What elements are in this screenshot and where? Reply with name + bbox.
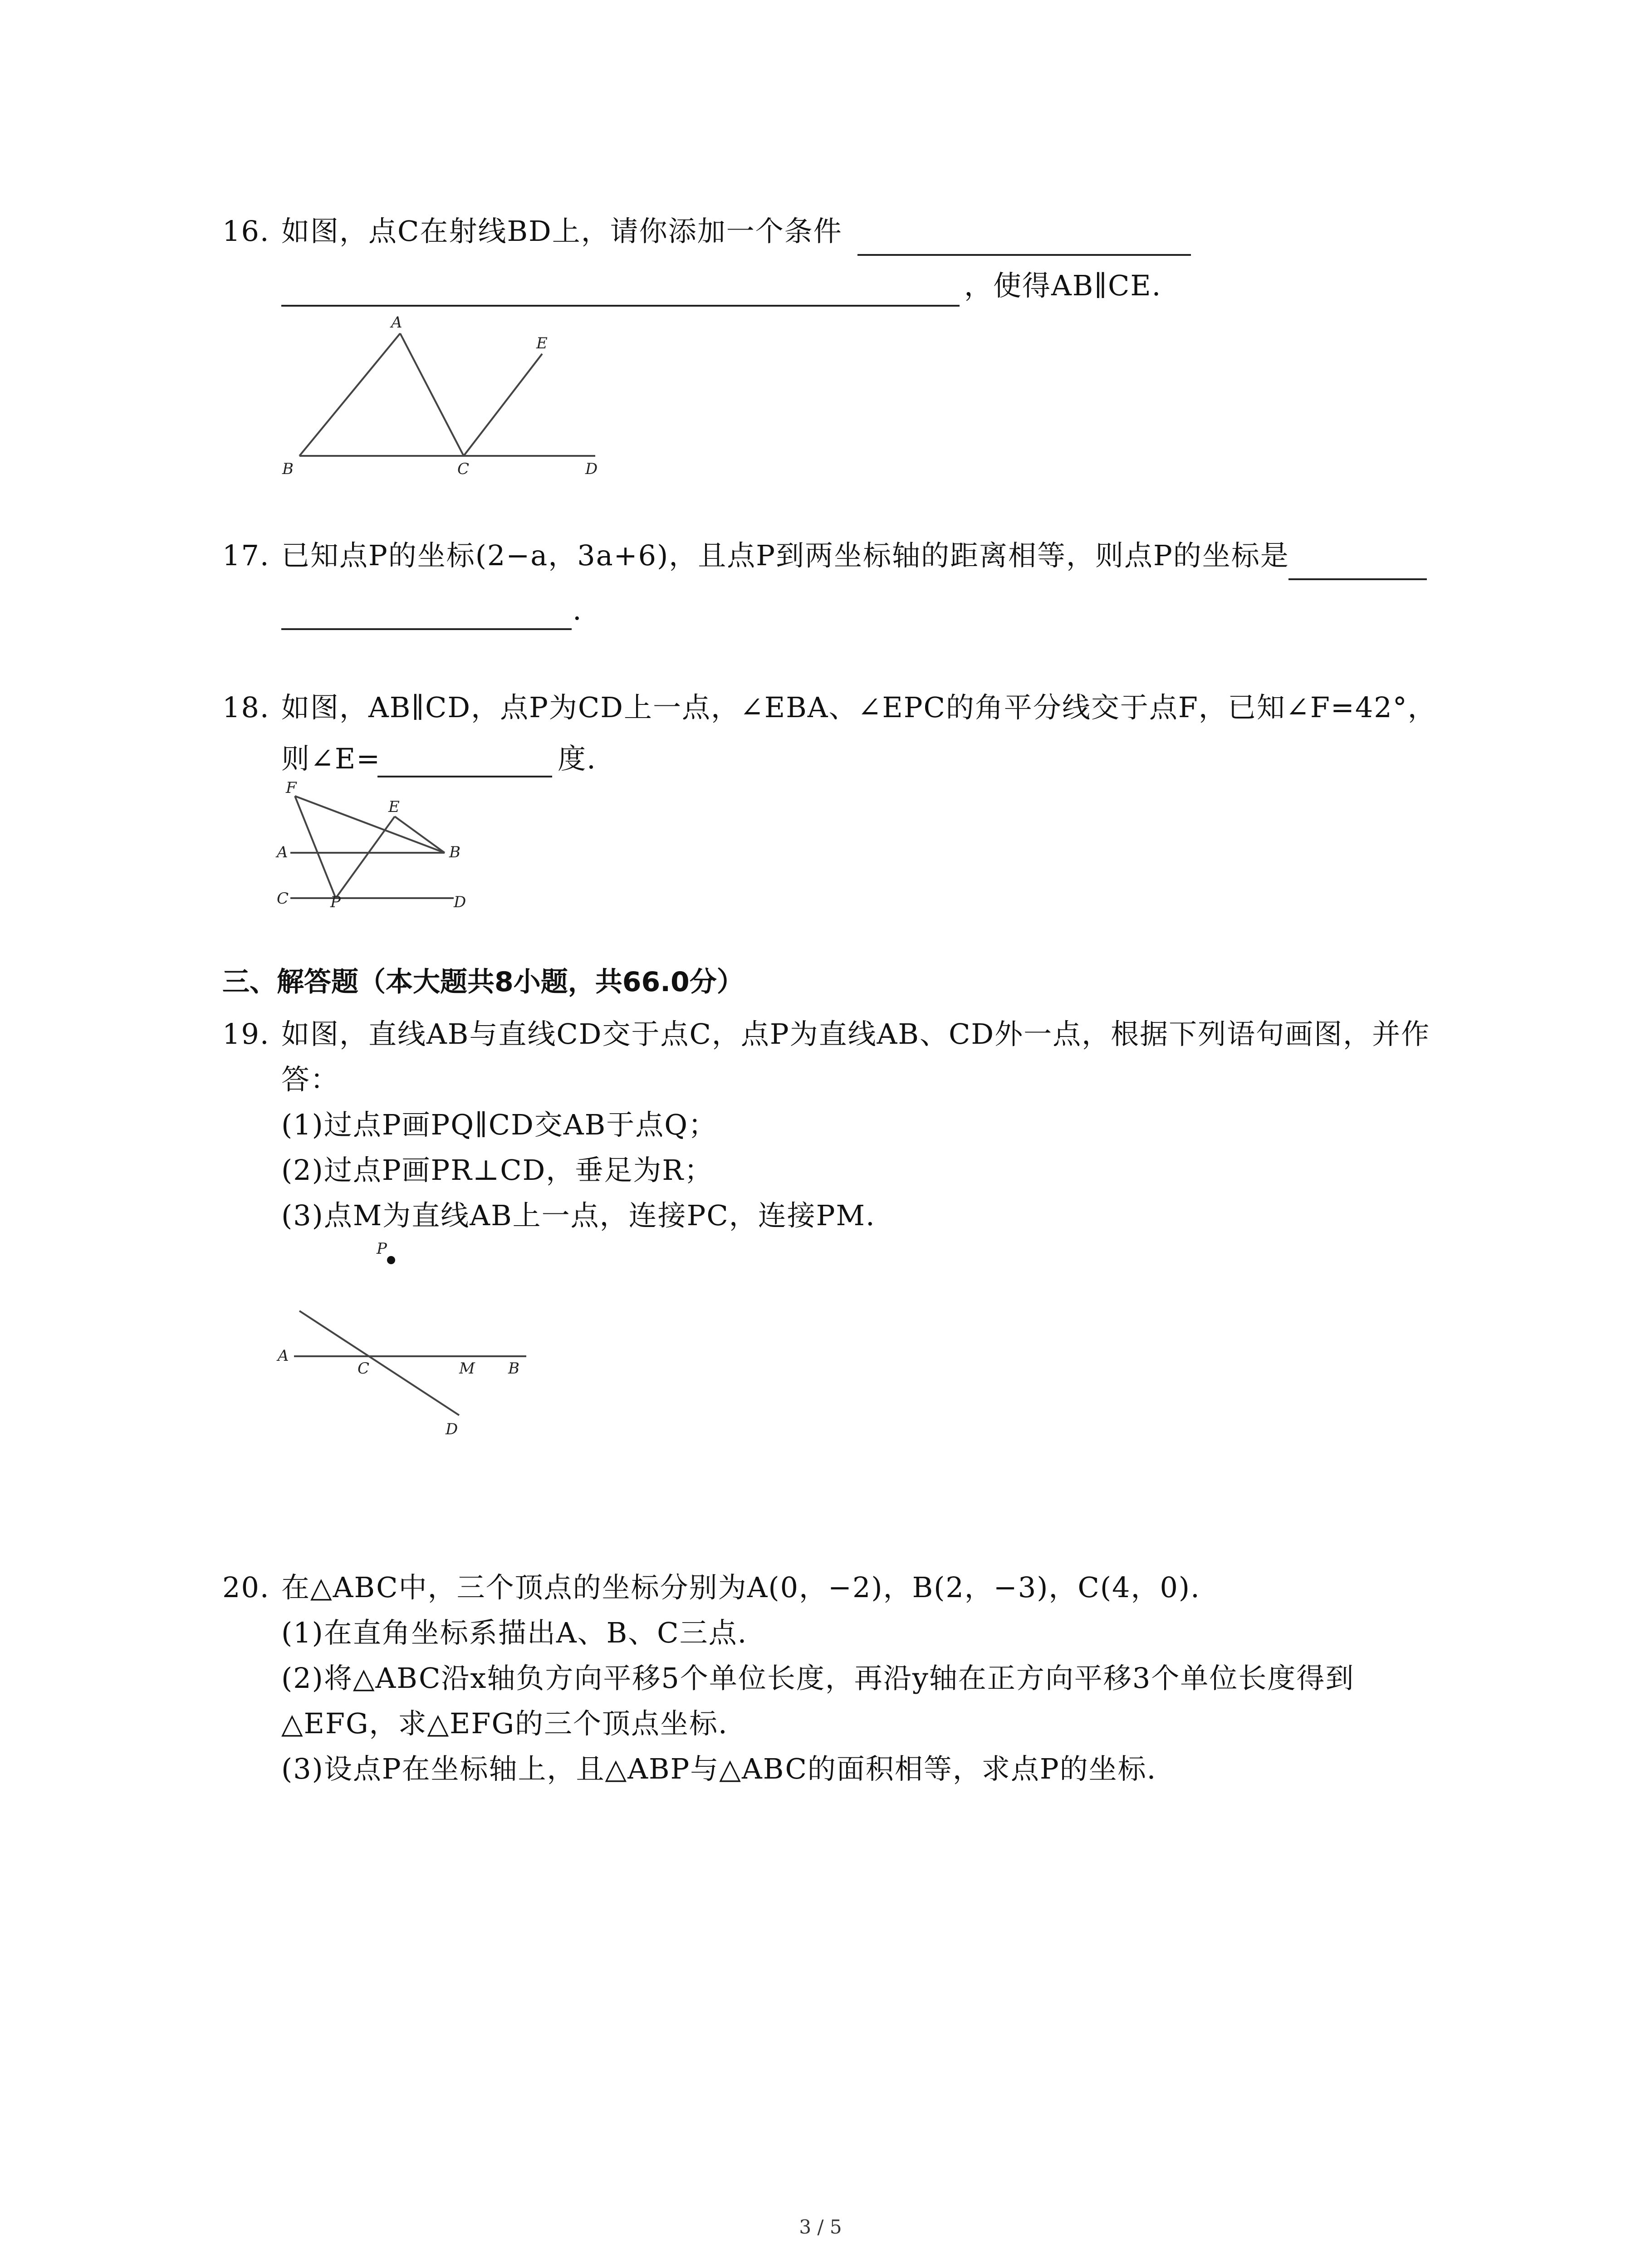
q17-line1 <box>222 535 1289 576</box>
q16-number: 16. <box>222 215 270 248</box>
q20-number: 20. <box>222 1571 270 1604</box>
q18-label-p: P <box>330 893 341 911</box>
q19-part3: (3)点M为直线AB上一点，连接PC，连接PM. <box>281 1199 876 1232</box>
q18-text2b: 度. <box>558 742 597 775</box>
q19-label-c: C <box>358 1359 370 1378</box>
q16-label-c: C <box>457 460 470 478</box>
q20-part2a: (2)将△ABC沿x轴负方向平移5个单位长度，再沿y轴在正方向平移3个单位长度得到 <box>281 1662 1355 1695</box>
q16-segment-ac <box>400 333 464 456</box>
page-number: 3 / 5 <box>799 2216 842 2238</box>
q18-segment-eb <box>395 816 445 853</box>
q17-text1: 已知点P的坐标(2−a，3a+6)，且点P到两坐标轴的距离相等，则点P的坐标是 <box>281 539 1289 572</box>
q19-figure <box>272 1238 544 1447</box>
q16-label-e: E <box>536 334 548 352</box>
q18-label-e: E <box>388 798 400 816</box>
q20-part1: (1)在直角坐标系描出A、B、C三点. <box>281 1616 748 1649</box>
q16-label-a: A <box>391 313 402 332</box>
q19-line-cd <box>299 1311 459 1415</box>
q18-segment-fb <box>295 796 445 853</box>
q19-label-d: D <box>446 1420 458 1438</box>
q16-line2: ，使得AB∥CE. <box>964 269 1162 302</box>
q16-segment-ab <box>299 333 400 456</box>
q20-text1: 在△ABC中，三个顶点的坐标分别为A(0，−2)，B(2，−3)，C(4，0). <box>281 1571 1200 1604</box>
q16-segment-ce <box>464 354 542 456</box>
q18-label-c: C <box>277 890 289 908</box>
q16-figure <box>272 308 617 481</box>
q19-line2: 答： <box>281 1063 340 1096</box>
q19-number: 19. <box>222 1017 270 1051</box>
q20-part3: (3)设点P在坐标轴上，且△ABP与△ABC的面积相等，求点P的坐标. <box>281 1752 1157 1785</box>
q17-answer-blank-1[interactable] <box>1288 578 1427 580</box>
q18-label-f: F <box>286 779 297 797</box>
q16-answer-blank-1[interactable] <box>857 254 1191 256</box>
q17-number: 17. <box>222 539 270 572</box>
q19-label-m: M <box>459 1359 475 1378</box>
q19-label-b: B <box>508 1359 519 1378</box>
q18-segment-pe <box>336 816 395 898</box>
q16-answer-blank-2[interactable] <box>281 305 960 307</box>
q17-line2: . <box>573 593 583 626</box>
section3-heading: 三、解答题（本大题共8小题，共66.0分） <box>222 966 744 998</box>
q16-line1 <box>222 211 843 252</box>
q17-answer-blank-2[interactable] <box>281 628 572 630</box>
q19-line1 <box>222 1014 1430 1055</box>
q19-point-p <box>387 1256 395 1264</box>
q19-label-p: P <box>377 1240 387 1258</box>
q16-label-d: D <box>585 460 598 478</box>
q20-part2b: △EFG，求△EFG的三个顶点坐标. <box>281 1707 728 1740</box>
q18-label-a: A <box>277 843 288 861</box>
q20-line1 <box>222 1567 1200 1608</box>
q19-part1: (1)过点P画PQ∥CD交AB于点Q； <box>281 1108 718 1141</box>
q18-figure <box>272 776 481 912</box>
q16-label-b: B <box>282 460 294 478</box>
q18-line2 <box>281 738 597 779</box>
q18-segment-fp <box>295 796 336 898</box>
q18-label-b: B <box>449 843 460 861</box>
q18-text2a: 则∠E= <box>281 742 381 775</box>
q18-text1: 如图，AB∥CD，点P为CD上一点，∠EBA、∠EPC的角平分线交于点F，已知∠F=42°， <box>281 691 1437 724</box>
q18-label-d: D <box>454 893 466 911</box>
q18-number: 18. <box>222 691 270 724</box>
q16-text1: 如图，点C在射线BD上，请你添加一个条件 <box>281 215 843 248</box>
q18-line1 <box>222 687 1437 728</box>
q19-text1: 如图，直线AB与直线CD交于点C，点P为直线AB、CD外一点，根据下列语句画图，并作 <box>281 1017 1430 1051</box>
q19-part2: (2)过点P画PR⊥CD，垂足为R； <box>281 1154 714 1187</box>
q19-label-a: A <box>278 1347 289 1365</box>
